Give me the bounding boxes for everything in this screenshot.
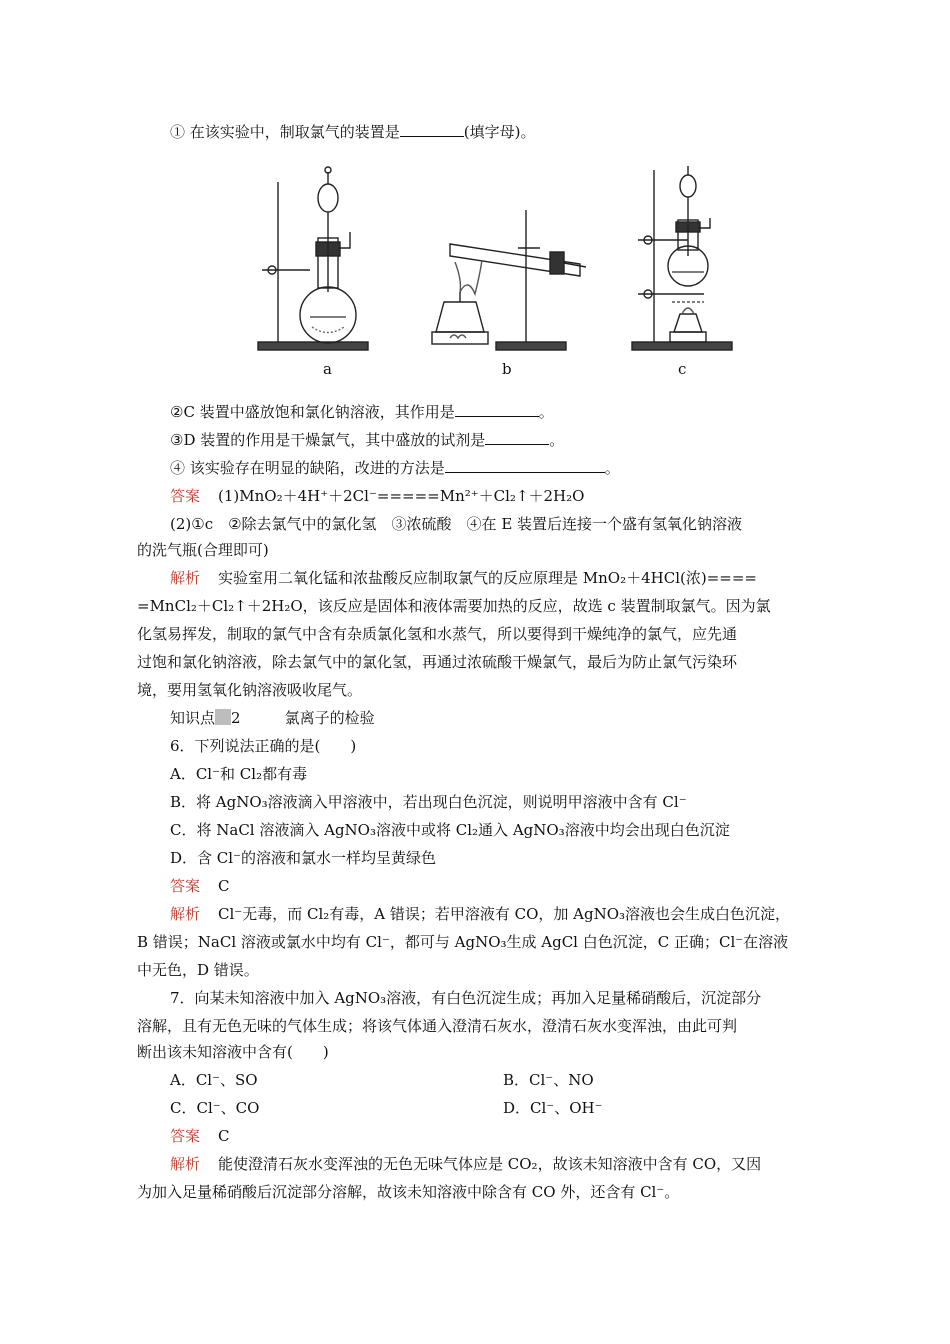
question-6-stem: 6．下列说法正确的是( ) — [170, 737, 357, 755]
question-7-analysis-1: 解析 能使澄清石灰水变浑浊的无色无味气体应是 CO₂，故该未知溶液中含有 CO，又因 — [170, 1155, 762, 1173]
figure-label-b: b — [502, 360, 512, 378]
stand-base-b — [496, 342, 566, 350]
analysis-5-line-4: 过饱和氯化钠溶液，除去氯气中的氯化氢，再通过浓硫酸干燥氯气，最后为防止氯气污染环 — [137, 653, 738, 671]
apparatus-figure — [250, 152, 750, 392]
highlight-mark — [215, 709, 231, 725]
question-7-option-c: C．Cl⁻、CO — [170, 1099, 260, 1117]
question-7-stem-2: 溶解，且有无色无味的气体生成；将该气体通入澄清石灰水，澄清石灰水变浑浊，由此可判 — [137, 1017, 738, 1035]
analysis-tag: 解析 — [170, 1155, 201, 1173]
answer-tag: 答案 — [170, 1127, 201, 1145]
question-7-analysis-2: 为加入足量稀硝酸后沉淀部分溶解，故该未知溶液中除含有 CO 外，还含有 Cl⁻。 — [137, 1183, 680, 1201]
question-7-option-b: B．Cl⁻、NO — [503, 1071, 594, 1089]
analysis-5-line-5: 境，要用氢氧化钠溶液吸收尾气。 — [137, 681, 363, 699]
question-6-option-b: B．将 AgNO₃溶液滴入甲溶液中，若出现白色沉淀，则说明甲溶液中含有 Cl⁻ — [170, 793, 687, 811]
answer-5-line-3: 的洗气瓶(合理即可) — [137, 541, 269, 559]
question-6-option-d: D．含 Cl⁻的溶液和氯水一样均呈黄绿色 — [170, 849, 436, 867]
question-6-analysis-2: B 错误；NaCl 溶液或氯水中均有 Cl⁻，都可与 AgNO₃生成 AgCl 白色沉淀，C 正确；Cl⁻在溶液 — [137, 933, 789, 951]
analysis-5-line-3: 化氢易挥发，制取的氯气中含有杂质氯化氢和水蒸气，所以要得到干燥纯净的氯气，应先通 — [137, 625, 738, 643]
answer-5-line-1: 答案 (1)MnO₂＋4H⁺＋2Cl⁻=====Mn²⁺＋Cl₂↑＋2H₂O — [170, 487, 585, 505]
answer-blank — [400, 122, 464, 137]
question-6-option-c: C．将 NaCl 溶液滴入 AgNO₃溶液中或将 Cl₂通入 AgNO₃溶液中均会出现白色沉淀 — [170, 821, 730, 839]
question-7-answer: 答案 C — [170, 1127, 230, 1145]
round-flask-a — [300, 287, 356, 343]
analysis-tag: 解析 — [170, 905, 201, 923]
answer-tag: 答案 — [170, 877, 201, 895]
analysis-5-line-1: 解析 实验室用二氧化锰和浓盐酸反应制取氯气的反应原理是 MnO₂＋4HCl(浓)==== — [170, 569, 757, 587]
question-6-option-a: A．Cl⁻和 Cl₂都有毒 — [170, 765, 308, 783]
knowledge-point-heading: 知识点 2 氯离子的检验 — [170, 709, 375, 727]
question-6-analysis-1: 解析 Cl⁻无毒，而 Cl₂有毒，A 错误；若甲溶液有 CO，加 AgNO₃溶液也会生成白色沉淀， — [170, 905, 791, 923]
answer-blank — [485, 430, 549, 445]
answer-5-line-2: (2)①c ②除去氯气中的氯化氢 ③浓硫酸 ④在 E 装置后连接一个盛有氢氧化钠溶液 — [170, 515, 743, 533]
alcohol-lamp-b — [436, 302, 484, 332]
analysis-tag: 解析 — [170, 569, 201, 587]
question-7-option-a: A．Cl⁻、SO — [170, 1071, 258, 1089]
answer-tag: 答案 — [170, 487, 201, 505]
question-1-line: ① 在该实验中，制取氯气的装置是 (填字母)。 — [170, 123, 536, 141]
funnel-c — [680, 175, 696, 197]
question-7-options-cd — [170, 1094, 827, 1122]
analysis-5-line-2: =MnCl₂＋Cl₂↑＋2H₂O，该反应是固体和液体需要加热的反应，故选 c 装置制取氯气。因为氯 — [137, 597, 771, 615]
figure-label-c: c — [678, 360, 687, 378]
question-7-stem-3: 断出该未知溶液中含有( ) — [137, 1043, 329, 1061]
stand-base-a — [258, 342, 368, 350]
question-7-options-ab — [170, 1066, 827, 1094]
question-7-option-d: D．Cl⁻、OH⁻ — [503, 1099, 603, 1117]
question-2-line: ②C 装置中盛放饱和氯化钠溶液，其作用是 。 — [170, 403, 554, 421]
apparatus-drawing — [250, 152, 750, 392]
figure-label-a: a — [323, 360, 332, 378]
answer-blank — [455, 402, 539, 417]
question-7-stem-1: 7．向某未知溶液中加入 AgNO₃溶液，有白色沉淀生成；再加入足量稀硝酸后，沉淀部分 — [170, 989, 762, 1007]
question-6-answer: 答案 C — [170, 877, 230, 895]
funnel-a — [318, 184, 338, 212]
alcohol-lamp-c — [674, 314, 702, 332]
question-3-line: ③D 装置的作用是干燥氯气，其中盛放的试剂是 。 — [170, 431, 565, 449]
question-4-line: ④ 该实验存在明显的缺陷，改进的方法是 。 — [170, 459, 620, 477]
stand-base-c — [632, 342, 732, 350]
answer-blank — [445, 458, 605, 473]
question-6-analysis-3: 中无色，D 错误。 — [137, 961, 259, 979]
